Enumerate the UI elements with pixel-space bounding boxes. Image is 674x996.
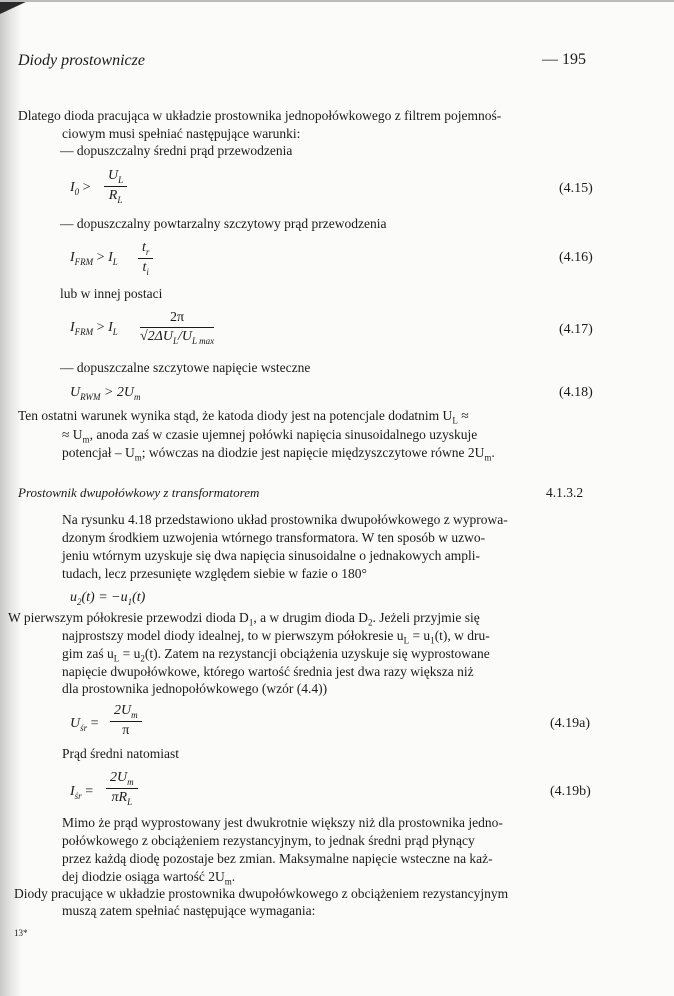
section-number: 4.1.3.2 [546,485,584,500]
eq-4-19b-label: (4.19b) [550,784,591,799]
para6-line4: tudach, lecz przesunięte względem siebie w fazie o 180° [62,566,367,581]
para7-line4: napięcie dwupołówkowe, którego wartość średnia jest dwa razy większa niż [62,664,474,679]
para6-line3: jeniu wtórnym uzyskuje się dwa napięcia sinusoidalne o jednakowych ampli- [62,548,481,563]
eq-4-16-lhs: $I_{FRM} > I_L$ [70,250,118,267]
para2-line1: — dopuszczalny powtarzalny szczytowy prąd przewodzenia [60,216,387,231]
para9-line5: Diody pracujące w układzie prostownika dwupołówkowego z obciążeniem rezystancyjnym [14,886,509,901]
eq-4-15-lhs: $I_0$ > [70,180,91,197]
para6-line1: Na rysunku 4.18 przedstawiono układ prostownika dwupołówkowego z wyprowa- [62,512,508,527]
para7-line3: gim zaś $u_L = u_2(t)$. Zatem na rezystancji obciążenia uzyskuje się wyprostowane [62,646,490,664]
para9-line1: Mimo że prąd wyprostowany jest dwukrotnie większy niż dla prostownika jedno- [62,815,503,830]
para6-line2: dzonym środkiem uzwojenia wtórnego transformatora. W ten sposób w uzwo- [62,530,486,545]
eq-4-19b-lhs: $I_{śr}$ = [70,784,94,801]
para9-line3: przez każdą diodę pozostaje bez zmian. Maksymalne napięcie wsteczne na każ- [62,851,493,866]
para9-line6: muszą zatem spełniać następujące wymagania: [62,903,316,918]
para1-line3: — dopuszczalny średni prąd przewodzenia [60,143,293,158]
para1-line2: ciowym musi spełniać następujące warunki: [62,126,301,141]
eq-4-19a-fraction: $\frac{2U_m}{\pi}$ [110,703,142,739]
eq-4-19a-lhs: $U_{śr}$ = [70,716,99,733]
eq-4-17-lhs: $I_{FRM} > I_L$ [70,320,118,337]
signature-mark: 13* [14,928,28,938]
para5-line3: potencjał – $U_m$; wówczas na diodzie jest napięcie międzyszczytowe równe $2U_m$. [62,445,495,463]
eq-4-16-label: (4.16) [559,250,593,265]
para7-line5: dla prostownika jednopołówkowego (wzór (4.4)) [62,681,328,696]
eq-4-19b-fraction: $2U_m$ $\pi R_L$ [106,770,138,807]
eq-4-17-fraction: 2π $√2\Delta U_L/U_{L max}$ [140,310,215,346]
eq-4-17-label: (4.17) [559,322,593,337]
para5-line1: Ten ostatni warunek wynika stąd, że katoda diody jest na potencjale dodatnim $U_L$ ≈ [18,408,469,426]
page-number: — 195 [542,51,586,68]
eq-4-19a-label: (4.19a) [550,716,591,731]
para8-line1: Prąd średni natomiast [62,746,179,761]
para7-line2: najprostszy model diody idealnej, to w pierwszym półokresie $u_L = u_1(t)$, w dru- [62,628,490,646]
eq-u2: $u_2(t) = -u_1(t)$ [70,590,146,607]
para9-line4: dej diodzie osiąga wartość $2U_m$. [62,869,236,887]
eq-4-16-fraction: $\frac{t_r}{t_i}$ [138,240,153,277]
eq-4-18-label: (4.18) [559,385,593,400]
eq-4-15-label: (4.15) [559,181,593,196]
para9-line2: połówkowego z obciążeniem rezystancyjnym, to jednak średni prąd płynący [62,833,475,848]
section-title: Prostownik dwupołówkowy z transformatorem [18,485,260,500]
para1-line1: Dlatego dioda pracująca w układzie prostownika jednopołówkowego z filtrem pojemnoś- [18,108,502,123]
running-title: Diody prostownicze [18,52,145,69]
para5-line2: ≈ $U_m$, anoda zaś w czasie ujemnej połówki napięcia sinusoidalnego uzyskuje [62,427,478,445]
para4-line1: — dopuszczalne szczytowe napięcie wsteczne [60,360,311,375]
top-border [0,0,674,2]
para3-line1: lub w innej postaci [60,286,163,301]
para7-line1: W pierwszym półokresie przewodzi dioda $D_1$, a w drugim dioda $D_2$. Jeżeli przyjmie się [8,610,480,628]
eq-4-18: $U_{RWM} > 2U_m$ [70,385,141,402]
eq-4-15-fraction: $\frac{U_L}{R_L}$ [104,168,127,205]
